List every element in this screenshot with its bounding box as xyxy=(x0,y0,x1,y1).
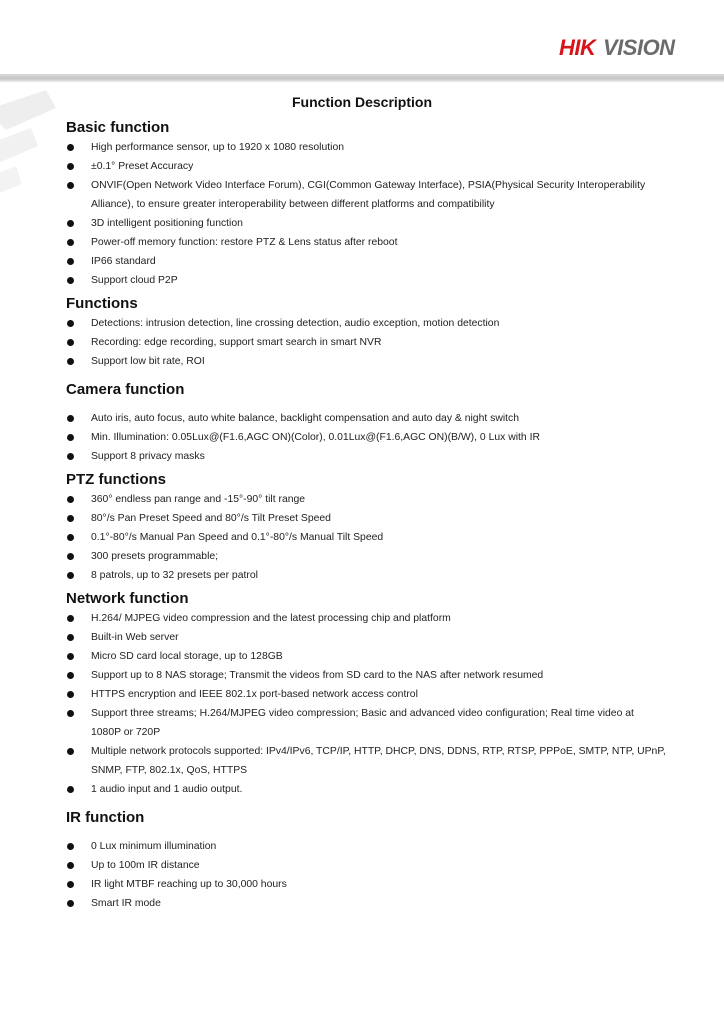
bullet-icon xyxy=(67,748,74,755)
list-item: 8 patrols, up to 32 presets per patrol xyxy=(66,566,666,585)
list-item: Recording: edge recording, support smart search in smart NVR xyxy=(66,333,666,352)
bullet-icon xyxy=(67,786,74,793)
list-item: Min. Illumination: 0.05Lux@(F1.6,AGC ON)(Color), 0.01Lux@(F1.6,AGC ON)(B/W), 0 Lux with IR xyxy=(66,428,666,447)
bullet-list xyxy=(66,138,666,290)
svg-text:HIK: HIK xyxy=(559,35,596,60)
svg-text:VISION: VISION xyxy=(603,35,675,60)
list-item: Support three streams; H.264/MJPEG video compression; Basic and advanced video configuration; Real time video at 1080P or 720P xyxy=(66,704,666,742)
bullet-icon xyxy=(67,615,74,622)
bullet-icon xyxy=(67,862,74,869)
bullet-list xyxy=(66,314,666,371)
bullet-icon xyxy=(67,358,74,365)
section-heading: Network function xyxy=(66,590,189,607)
hikvision-logo xyxy=(559,34,689,60)
bullet-icon xyxy=(67,277,74,284)
section-functions xyxy=(66,294,666,371)
list-item: Micro SD card local storage, up to 128GB xyxy=(66,647,666,666)
list-item: 300 presets programmable; xyxy=(66,547,666,566)
bullet-list xyxy=(66,609,666,799)
section-heading: Basic function xyxy=(66,119,170,136)
header-divider-bar xyxy=(0,74,724,82)
section-camera-function xyxy=(66,380,666,466)
list-item: 80°/s Pan Preset Speed and 80°/s Tilt Preset Speed xyxy=(66,509,666,528)
bullet-icon xyxy=(67,843,74,850)
list-item: ±0.1° Preset Accuracy xyxy=(66,157,666,176)
list-item: Support up to 8 NAS storage; Transmit the videos from SD card to the NAS after network resumed xyxy=(66,666,666,685)
bullet-icon xyxy=(67,634,74,641)
list-item: Smart IR mode xyxy=(66,894,666,913)
list-item: Up to 100m IR distance xyxy=(66,856,666,875)
section-heading: IR function xyxy=(66,809,145,826)
bullet-icon xyxy=(67,163,74,170)
document-title: Function Description xyxy=(292,94,432,110)
bullet-icon xyxy=(67,691,74,698)
list-item: Power-off memory function: restore PTZ & Lens status after reboot xyxy=(66,233,666,252)
bullet-icon xyxy=(67,553,74,560)
section-ptz-functions xyxy=(66,470,666,585)
bullet-list xyxy=(66,409,666,466)
section-heading: Functions xyxy=(66,295,138,312)
list-item: ONVIF(Open Network Video Interface Forum), CGI(Common Gateway Interface), PSIA(Physical Security Interoperability Alliance), to ensure greater interoperability between different platforms and compatibility xyxy=(66,176,666,214)
bullet-icon xyxy=(67,339,74,346)
bullet-icon xyxy=(67,434,74,441)
section-ir-function xyxy=(66,808,666,913)
bullet-icon xyxy=(67,320,74,327)
bullet-icon xyxy=(67,144,74,151)
list-item: 3D intelligent positioning function xyxy=(66,214,666,233)
list-item: 0.1°-80°/s Manual Pan Speed and 0.1°-80°/s Manual Tilt Speed xyxy=(66,528,666,547)
list-item: Support cloud P2P xyxy=(66,271,666,290)
bullet-list xyxy=(66,837,666,913)
bullet-icon xyxy=(67,672,74,679)
bullet-icon xyxy=(67,220,74,227)
bullet-icon xyxy=(67,710,74,717)
bullet-icon xyxy=(67,572,74,579)
list-item: H.264/ MJPEG video compression and the latest processing chip and platform xyxy=(66,609,666,628)
bullet-icon xyxy=(67,881,74,888)
section-network-function xyxy=(66,589,666,799)
bullet-icon xyxy=(67,258,74,265)
list-item: Multiple network protocols supported: IPv4/IPv6, TCP/IP, HTTP, DHCP, DNS, DDNS, RTP, RTSP, PPPoE, SMTP, NTP, UPnP, SNMP, FTP, 802.1x, QoS, HTTPS xyxy=(66,742,666,780)
list-item: Built-in Web server xyxy=(66,628,666,647)
list-item: IP66 standard xyxy=(66,252,666,271)
bullet-icon xyxy=(67,900,74,907)
bullet-icon xyxy=(67,515,74,522)
section-basic-function xyxy=(66,118,666,290)
section-heading: PTZ functions xyxy=(66,471,166,488)
list-item: Detections: intrusion detection, line crossing detection, audio exception, motion detection xyxy=(66,314,666,333)
section-heading: Camera function xyxy=(66,381,185,398)
list-item: IR light MTBF reaching up to 30,000 hours xyxy=(66,875,666,894)
list-item: High performance sensor, up to 1920 x 1080 resolution xyxy=(66,138,666,157)
list-item: Support low bit rate, ROI xyxy=(66,352,666,371)
list-item: HTTPS encryption and IEEE 802.1x port-based network access control xyxy=(66,685,666,704)
list-item: 360° endless pan range and -15°-90° tilt range xyxy=(66,490,666,509)
bullet-icon xyxy=(67,239,74,246)
bullet-icon xyxy=(67,496,74,503)
list-item: 0 Lux minimum illumination xyxy=(66,837,666,856)
bullet-icon xyxy=(67,415,74,422)
bullet-icon xyxy=(67,653,74,660)
list-item: Auto iris, auto focus, auto white balance, backlight compensation and auto day & night switch xyxy=(66,409,666,428)
list-item: 1 audio input and 1 audio output. xyxy=(66,780,666,799)
bullet-icon xyxy=(67,534,74,541)
bullet-icon xyxy=(67,182,74,189)
bullet-list xyxy=(66,490,666,585)
bullet-icon xyxy=(67,453,74,460)
list-item: Support 8 privacy masks xyxy=(66,447,666,466)
